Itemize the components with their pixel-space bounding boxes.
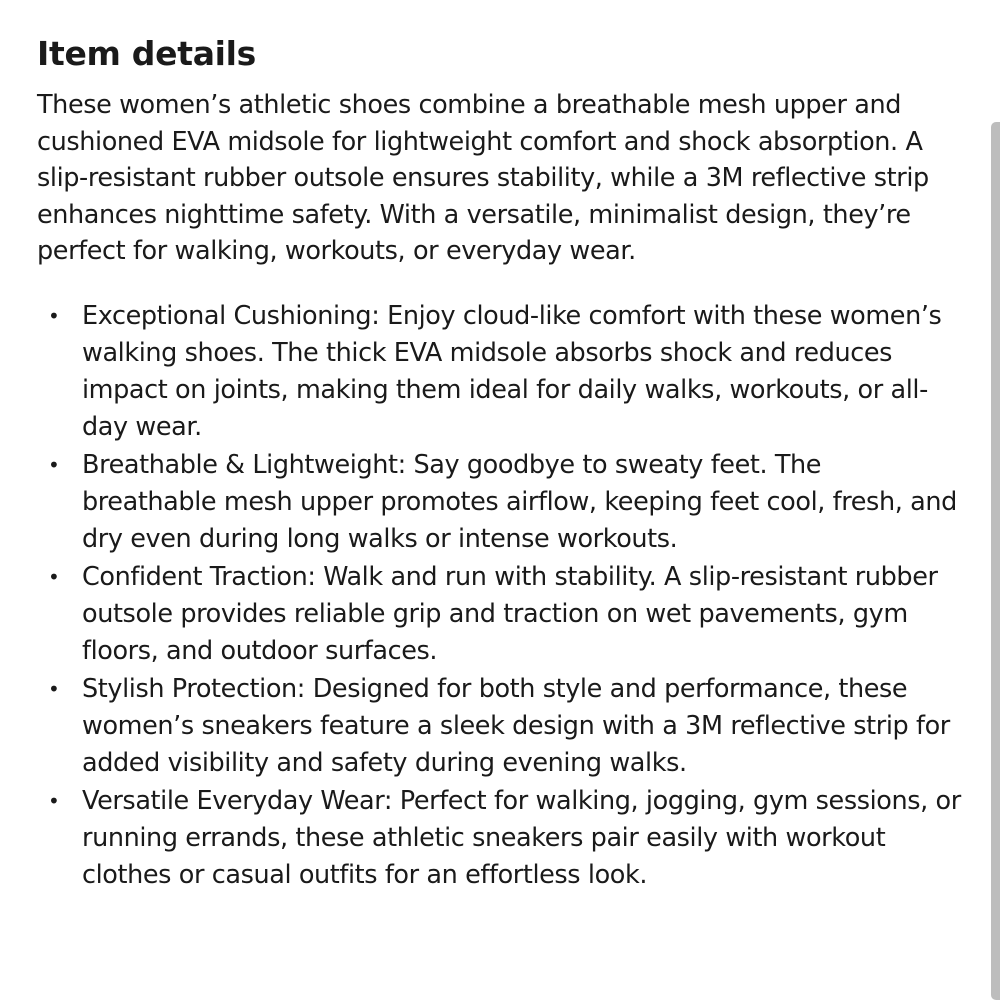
section-title: Item details xyxy=(37,34,257,73)
bullet-icon: • xyxy=(48,676,60,701)
feature-text: Confident Traction: Walk and run with stability. A slip-resistant rubber outsole provides reliable grip and traction on wet pavements, gym floors, and outdoor surfaces. xyxy=(82,561,938,666)
vertical-scrollbar[interactable] xyxy=(991,122,1000,1000)
feature-item xyxy=(37,447,962,558)
feature-item xyxy=(37,559,962,670)
feature-item xyxy=(37,671,962,782)
item-description: These women’s athletic shoes combine a breathable mesh upper and cushioned EVA midsole for lightweight comfort and shock absorption. A slip-resistant rubber outsole ensures stability, while a 3M reflective strip enhances nighttime safety. With a versatile, minimalist design, they’re perfect for walking, workouts, or everyday wear. xyxy=(37,90,929,267)
feature-text: Stylish Protection: Designed for both style and performance, these women’s sneakers feature a sleek design with a 3M reflective strip for added visibility and safety during evening walks. xyxy=(82,673,950,778)
bullet-icon: • xyxy=(48,788,60,813)
bullet-icon: • xyxy=(48,303,60,328)
feature-text: Breathable & Lightweight: Say goodbye to sweaty feet. The breathable mesh upper promotes airflow, keeping feet cool, fresh, and dry even during long walks or intense workouts. xyxy=(82,449,957,554)
feature-text: Versatile Everyday Wear: Perfect for walking, jogging, gym sessions, or running errands, these athletic sneakers pair easily with workout clothes or casual outfits for an effortless look. xyxy=(82,785,961,890)
bullet-icon: • xyxy=(48,564,60,589)
bullet-icon: • xyxy=(48,452,60,477)
item-details-section xyxy=(37,30,962,895)
feature-list xyxy=(37,298,962,894)
feature-text: Exceptional Cushioning: Enjoy cloud-like comfort with these women’s walking shoes. The thick EVA midsole absorbs shock and reduces impact on joints, making them ideal for daily walks, workouts, or all-day wear. xyxy=(82,300,942,442)
feature-item xyxy=(37,298,962,446)
feature-item xyxy=(37,783,962,894)
